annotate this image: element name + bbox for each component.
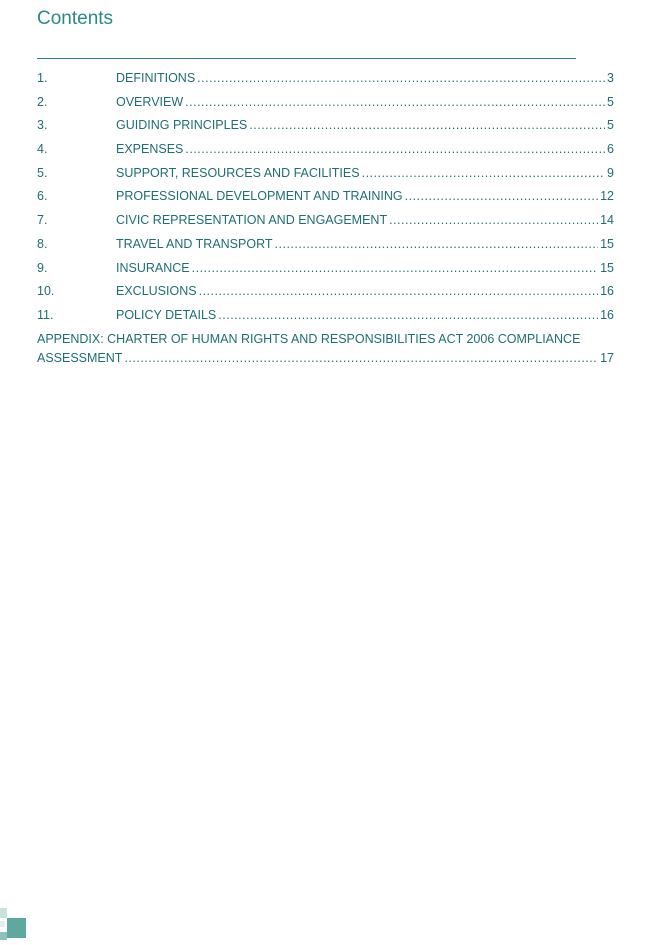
toc-entry-number: 11. bbox=[37, 307, 54, 322]
toc-entry-policy-details[interactable] bbox=[37, 308, 614, 332]
toc-entry-number: 4. bbox=[37, 142, 48, 157]
toc-entry-number: 8. bbox=[37, 236, 48, 251]
toc-entry-number: 2. bbox=[37, 94, 48, 109]
toc-entry-professional-development[interactable] bbox=[37, 189, 614, 213]
toc-entry-page[interactable]: 3 bbox=[607, 71, 614, 85]
toc-entry-page[interactable]: 16 bbox=[600, 284, 614, 299]
toc-dot-leader bbox=[185, 142, 605, 156]
corner-square-dark bbox=[7, 918, 26, 938]
toc-entry-title[interactable]: OVERVIEW bbox=[116, 94, 184, 109]
toc-entry-number: 10. bbox=[37, 284, 55, 299]
corner-decoration bbox=[0, 904, 28, 945]
toc-dot-leader bbox=[362, 166, 605, 180]
toc-entry-overview[interactable] bbox=[37, 95, 614, 119]
toc-dot-leader bbox=[249, 118, 605, 132]
toc-entry-number: 3. bbox=[37, 118, 48, 133]
toc-dot-leader bbox=[185, 95, 605, 109]
toc-dot-leader bbox=[389, 213, 598, 227]
toc-entry-title[interactable]: GUIDING PRINCIPLES bbox=[116, 118, 248, 133]
toc-dot-leader bbox=[199, 284, 599, 298]
toc-dot-leader bbox=[124, 351, 598, 365]
table-of-contents bbox=[37, 71, 614, 370]
toc-entry-page[interactable]: 14 bbox=[600, 213, 614, 228]
toc-dot-leader bbox=[405, 189, 598, 203]
toc-dot-leader bbox=[197, 71, 605, 85]
toc-appendix-title[interactable]: APPENDIX: CHARTER OF HUMAN RIGHTS AND RESPONSIBILITIES ACT 2006 COMPLIANCE bbox=[37, 331, 581, 346]
toc-entry-title[interactable]: POLICY DETAILS bbox=[116, 307, 217, 322]
toc-entry-number: 5. bbox=[37, 165, 48, 180]
toc-entry-title[interactable]: PROFESSIONAL DEVELOPMENT AND TRAINING bbox=[116, 189, 403, 204]
toc-entry-title[interactable]: CIVIC REPRESENTATION AND ENGAGEMENT bbox=[116, 213, 388, 228]
toc-entry-page[interactable]: 6 bbox=[607, 142, 614, 157]
toc-entry-title[interactable]: DEFINITIONS bbox=[116, 71, 196, 85]
toc-entry-page[interactable]: 15 bbox=[600, 260, 614, 275]
corner-square-dark-small bbox=[0, 932, 7, 940]
toc-appendix-title-continued[interactable]: ASSESSMENT bbox=[37, 350, 123, 365]
title-divider bbox=[37, 58, 576, 59]
toc-entry-title[interactable]: TRAVEL AND TRANSPORT bbox=[116, 236, 273, 251]
toc-entry-page[interactable]: 12 bbox=[600, 189, 614, 204]
toc-dot-leader bbox=[275, 237, 599, 251]
toc-entry-appendix[interactable] bbox=[37, 332, 614, 370]
page-title: Contents bbox=[37, 8, 114, 29]
corner-square-light-small bbox=[0, 921, 5, 927]
corner-square-light bbox=[0, 908, 7, 918]
toc-entry-page[interactable]: 5 bbox=[607, 94, 614, 109]
toc-entry-support-resources[interactable] bbox=[37, 166, 614, 190]
toc-entry-definitions[interactable] bbox=[37, 71, 614, 95]
toc-dot-leader bbox=[192, 261, 598, 275]
toc-entry-title[interactable]: INSURANCE bbox=[116, 260, 190, 275]
toc-entry-page[interactable]: 9 bbox=[607, 165, 614, 180]
toc-entry-number: 7. bbox=[37, 213, 48, 228]
toc-entry-number: 9. bbox=[37, 260, 48, 275]
toc-entry-expenses[interactable] bbox=[37, 142, 614, 166]
toc-entry-page[interactable]: 15 bbox=[600, 236, 614, 251]
toc-entry-title[interactable]: SUPPORT, RESOURCES AND FACILITIES bbox=[116, 165, 360, 180]
toc-entry-civic-representation[interactable] bbox=[37, 213, 614, 237]
toc-entry-guiding-principles[interactable] bbox=[37, 118, 614, 142]
toc-entry-exclusions[interactable] bbox=[37, 284, 614, 308]
toc-entry-insurance[interactable] bbox=[37, 261, 614, 285]
toc-entry-page[interactable]: 17 bbox=[600, 350, 614, 365]
toc-entry-title[interactable]: EXPENSES bbox=[116, 142, 184, 157]
toc-entry-number: 1. bbox=[37, 71, 48, 85]
toc-entry-title[interactable]: EXCLUSIONS bbox=[116, 284, 197, 299]
toc-entry-page[interactable]: 5 bbox=[607, 118, 614, 133]
toc-dot-leader bbox=[218, 308, 598, 322]
toc-entry-page[interactable]: 16 bbox=[600, 307, 614, 322]
toc-entry-number: 6. bbox=[37, 189, 48, 204]
toc-entry-travel-transport[interactable] bbox=[37, 237, 614, 261]
